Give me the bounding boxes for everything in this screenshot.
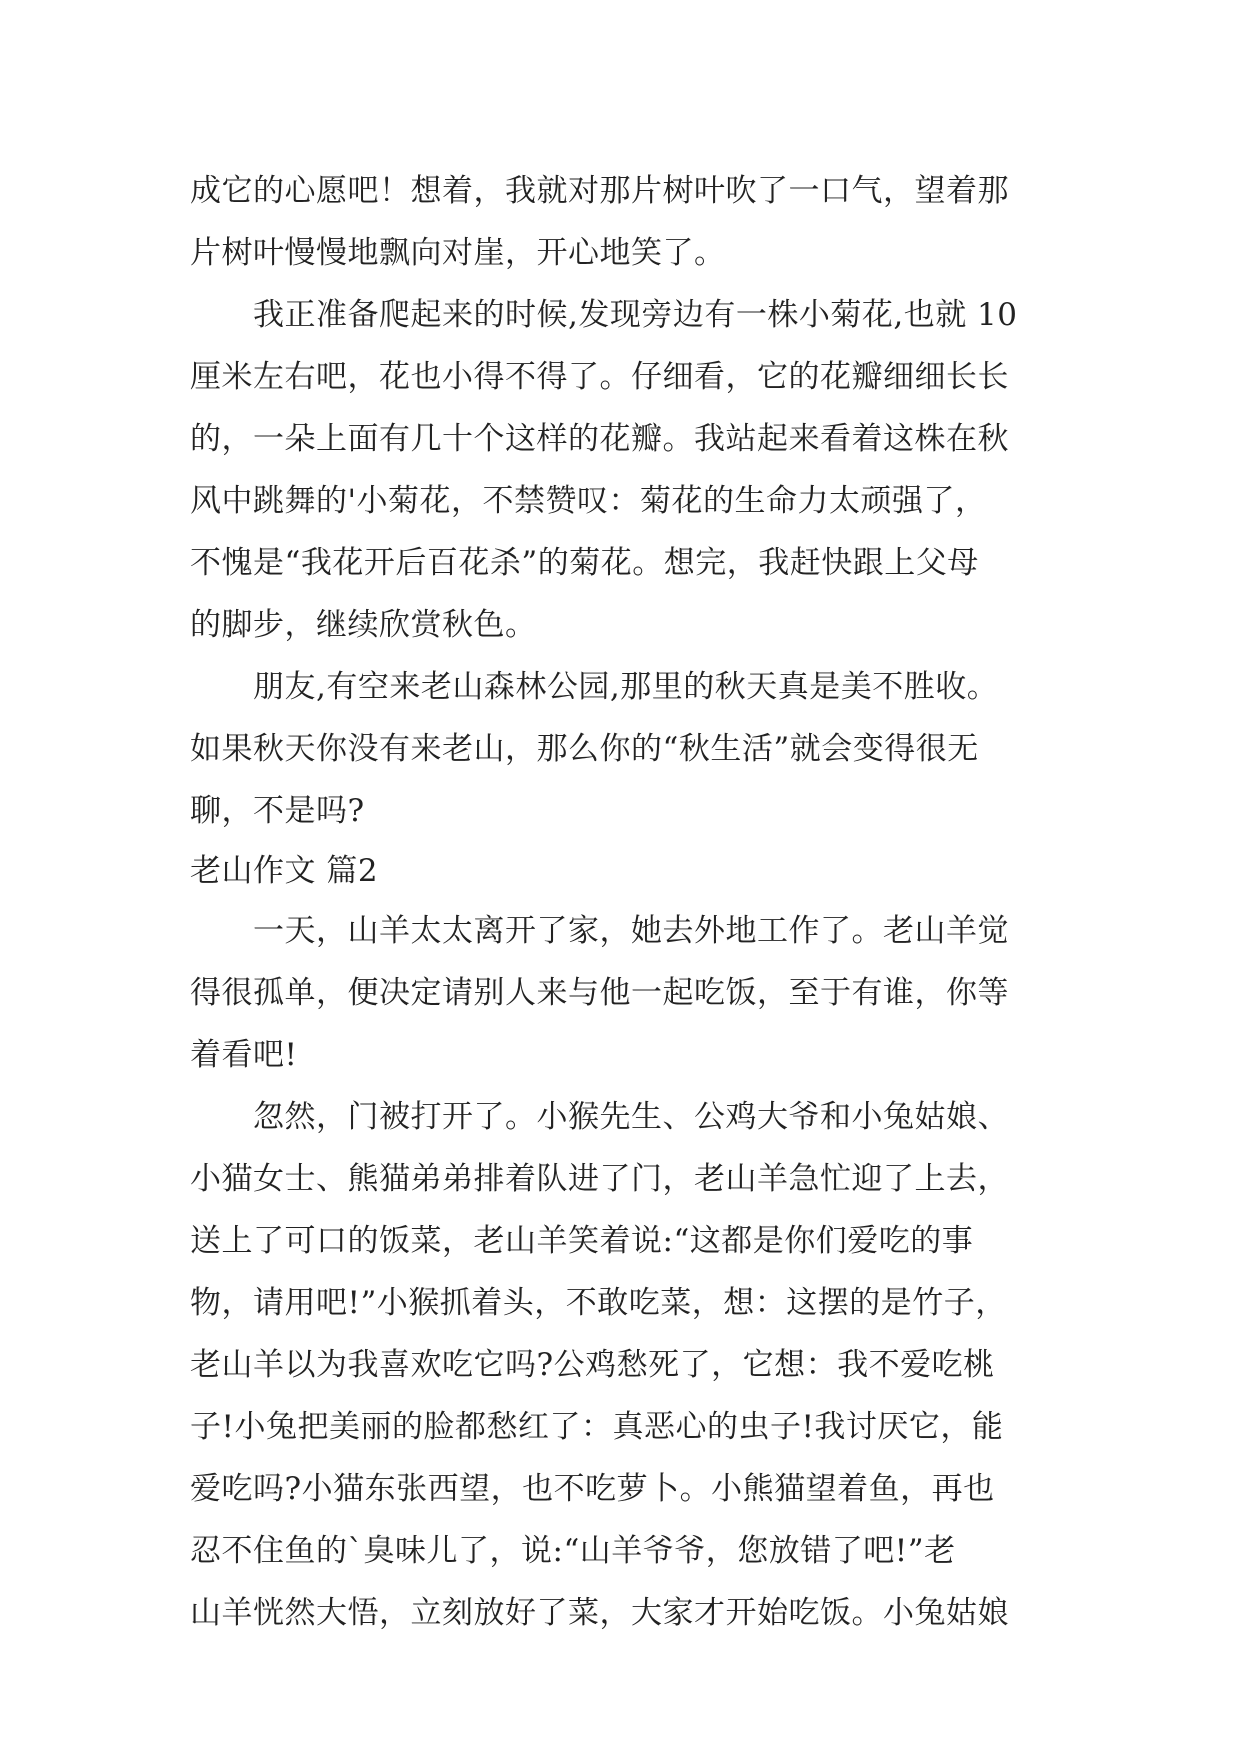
text-line: 厘米左右吧，花也小得不得了。仔细看，它的花瓣细细长长	[190, 359, 1009, 395]
text-line: 朋友,有空来老山森林公园,那里的秋天真是美不胜收。	[190, 669, 999, 705]
text-line: 着看吧!	[190, 1037, 298, 1073]
section-heading: 老山作文 篇2	[190, 853, 379, 889]
text-line: 不愧是“我花开后百花杀”的菊花。想完，我赶快跟上父母	[190, 545, 979, 581]
text-line: 一天，山羊太太离开了家，她去外地工作了。老山羊觉	[190, 913, 1009, 949]
text-line: 小猫女士、熊猫弟弟排着队进了门，老山羊急忙迎了上去，	[190, 1161, 1009, 1197]
text-line: 如果秋天你没有来老山，那么你的“秋生活”就会变得很无	[190, 731, 979, 767]
text-line: 物，请用吧!”小猴抓着头，不敢吃菜，想：这摆的是竹子，	[190, 1285, 1007, 1321]
document-body	[190, 160, 1060, 1644]
text-line: 忍不住鱼的`臭味儿了，说:“山羊爷爷，您放错了吧!”老	[190, 1533, 956, 1569]
text-line: 老山羊以为我喜欢吃它吗?公鸡愁死了，它想：我不爱吃桃	[190, 1347, 995, 1383]
text-line: 成它的心愿吧！想着，我就对那片树叶吹了一口气，望着那	[190, 173, 1009, 209]
text-line: 子!小兔把美丽的脸都愁红了：真恶心的虫子!我讨厌它，能	[190, 1409, 1004, 1445]
text-line: 的脚步，继续欣赏秋色。	[190, 607, 537, 643]
text-line: 聊，不是吗?	[190, 793, 365, 829]
text-line: 山羊恍然大悟，立刻放好了菜，大家才开始吃饭。小兔姑娘	[190, 1595, 1009, 1631]
text-line: 忽然，门被打开了。小猴先生、公鸡大爷和小兔姑娘、	[190, 1099, 1009, 1135]
text-line: 风中跳舞的'小菊花，不禁赞叹：菊花的生命力太顽强了，	[190, 483, 987, 519]
text-line: 得很孤单，便决定请别人来与他一起吃饭，至于有谁，你等	[190, 975, 1009, 1011]
text-line: 我正准备爬起来的时候,发现旁边有一株小菊花,也就 10	[190, 297, 1018, 333]
text-line: 的，一朵上面有几十个这样的花瓣。我站起来看着这株在秋	[190, 421, 1009, 457]
text-line: 送上了可口的饭菜，老山羊笑着说:“这都是你们爱吃的事	[190, 1223, 974, 1259]
text-line: 爱吃吗?小猫东张西望，也不吃萝卜。小熊猫望着鱼，再也	[190, 1471, 995, 1507]
text-line: 片树叶慢慢地飘向对崖，开心地笑了。	[190, 235, 726, 271]
